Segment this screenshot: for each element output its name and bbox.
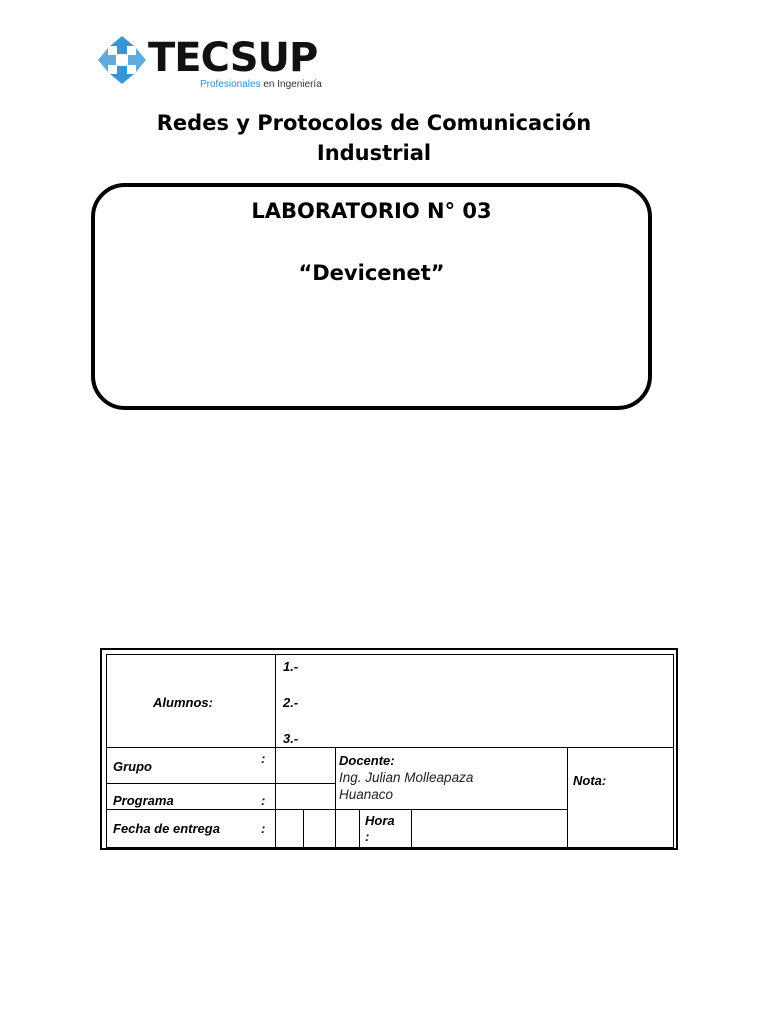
fecha-colon: : (261, 821, 266, 836)
brand-name: TECSUP (148, 35, 318, 81)
divider (107, 783, 335, 784)
student-3-label: 3.- (283, 731, 299, 746)
brand-tagline (200, 79, 322, 90)
programa-label: Programa (113, 793, 174, 808)
grupo-label: Grupo (113, 759, 152, 774)
grupo-colon: : (261, 751, 266, 766)
student-2-label: 2.- (283, 695, 299, 710)
hora-colon: : (365, 829, 370, 844)
divider (107, 809, 335, 810)
brand-tagline-part2: en Ingeniería (263, 79, 322, 90)
course-title-line1: Redes y Protocolos de Comunicación (156, 111, 592, 135)
info-table (100, 648, 678, 850)
hora-label: Hora (365, 813, 395, 828)
programa-colon: : (261, 793, 266, 808)
brand-tagline-part1: Profesionales (200, 79, 261, 90)
tecsup-arrows-icon (96, 34, 148, 86)
fecha-label: Fecha de entrega (113, 821, 220, 836)
lab-title-box (91, 183, 652, 410)
course-title (90, 108, 658, 168)
nota-label: Nota: (573, 773, 607, 788)
divider (303, 809, 304, 847)
divider (335, 747, 336, 847)
student-1-label: 1.- (283, 659, 299, 674)
divider (335, 809, 567, 810)
docente-label: Docente: (339, 753, 395, 768)
lab-number: LABORATORIO N° 03 (251, 199, 492, 223)
divider (359, 809, 360, 847)
docente-name: Ing. Julian Molleapaza Huanaco (339, 770, 474, 802)
alumnos-label: Alumnos: (153, 695, 213, 710)
divider (567, 747, 568, 847)
course-title-line2: Industrial (316, 141, 432, 165)
divider (411, 809, 412, 847)
tecsup-logo (96, 34, 336, 94)
info-table-inner (106, 654, 674, 848)
divider (107, 747, 673, 748)
lab-topic: “Devicenet” (298, 261, 445, 285)
divider (275, 655, 276, 847)
